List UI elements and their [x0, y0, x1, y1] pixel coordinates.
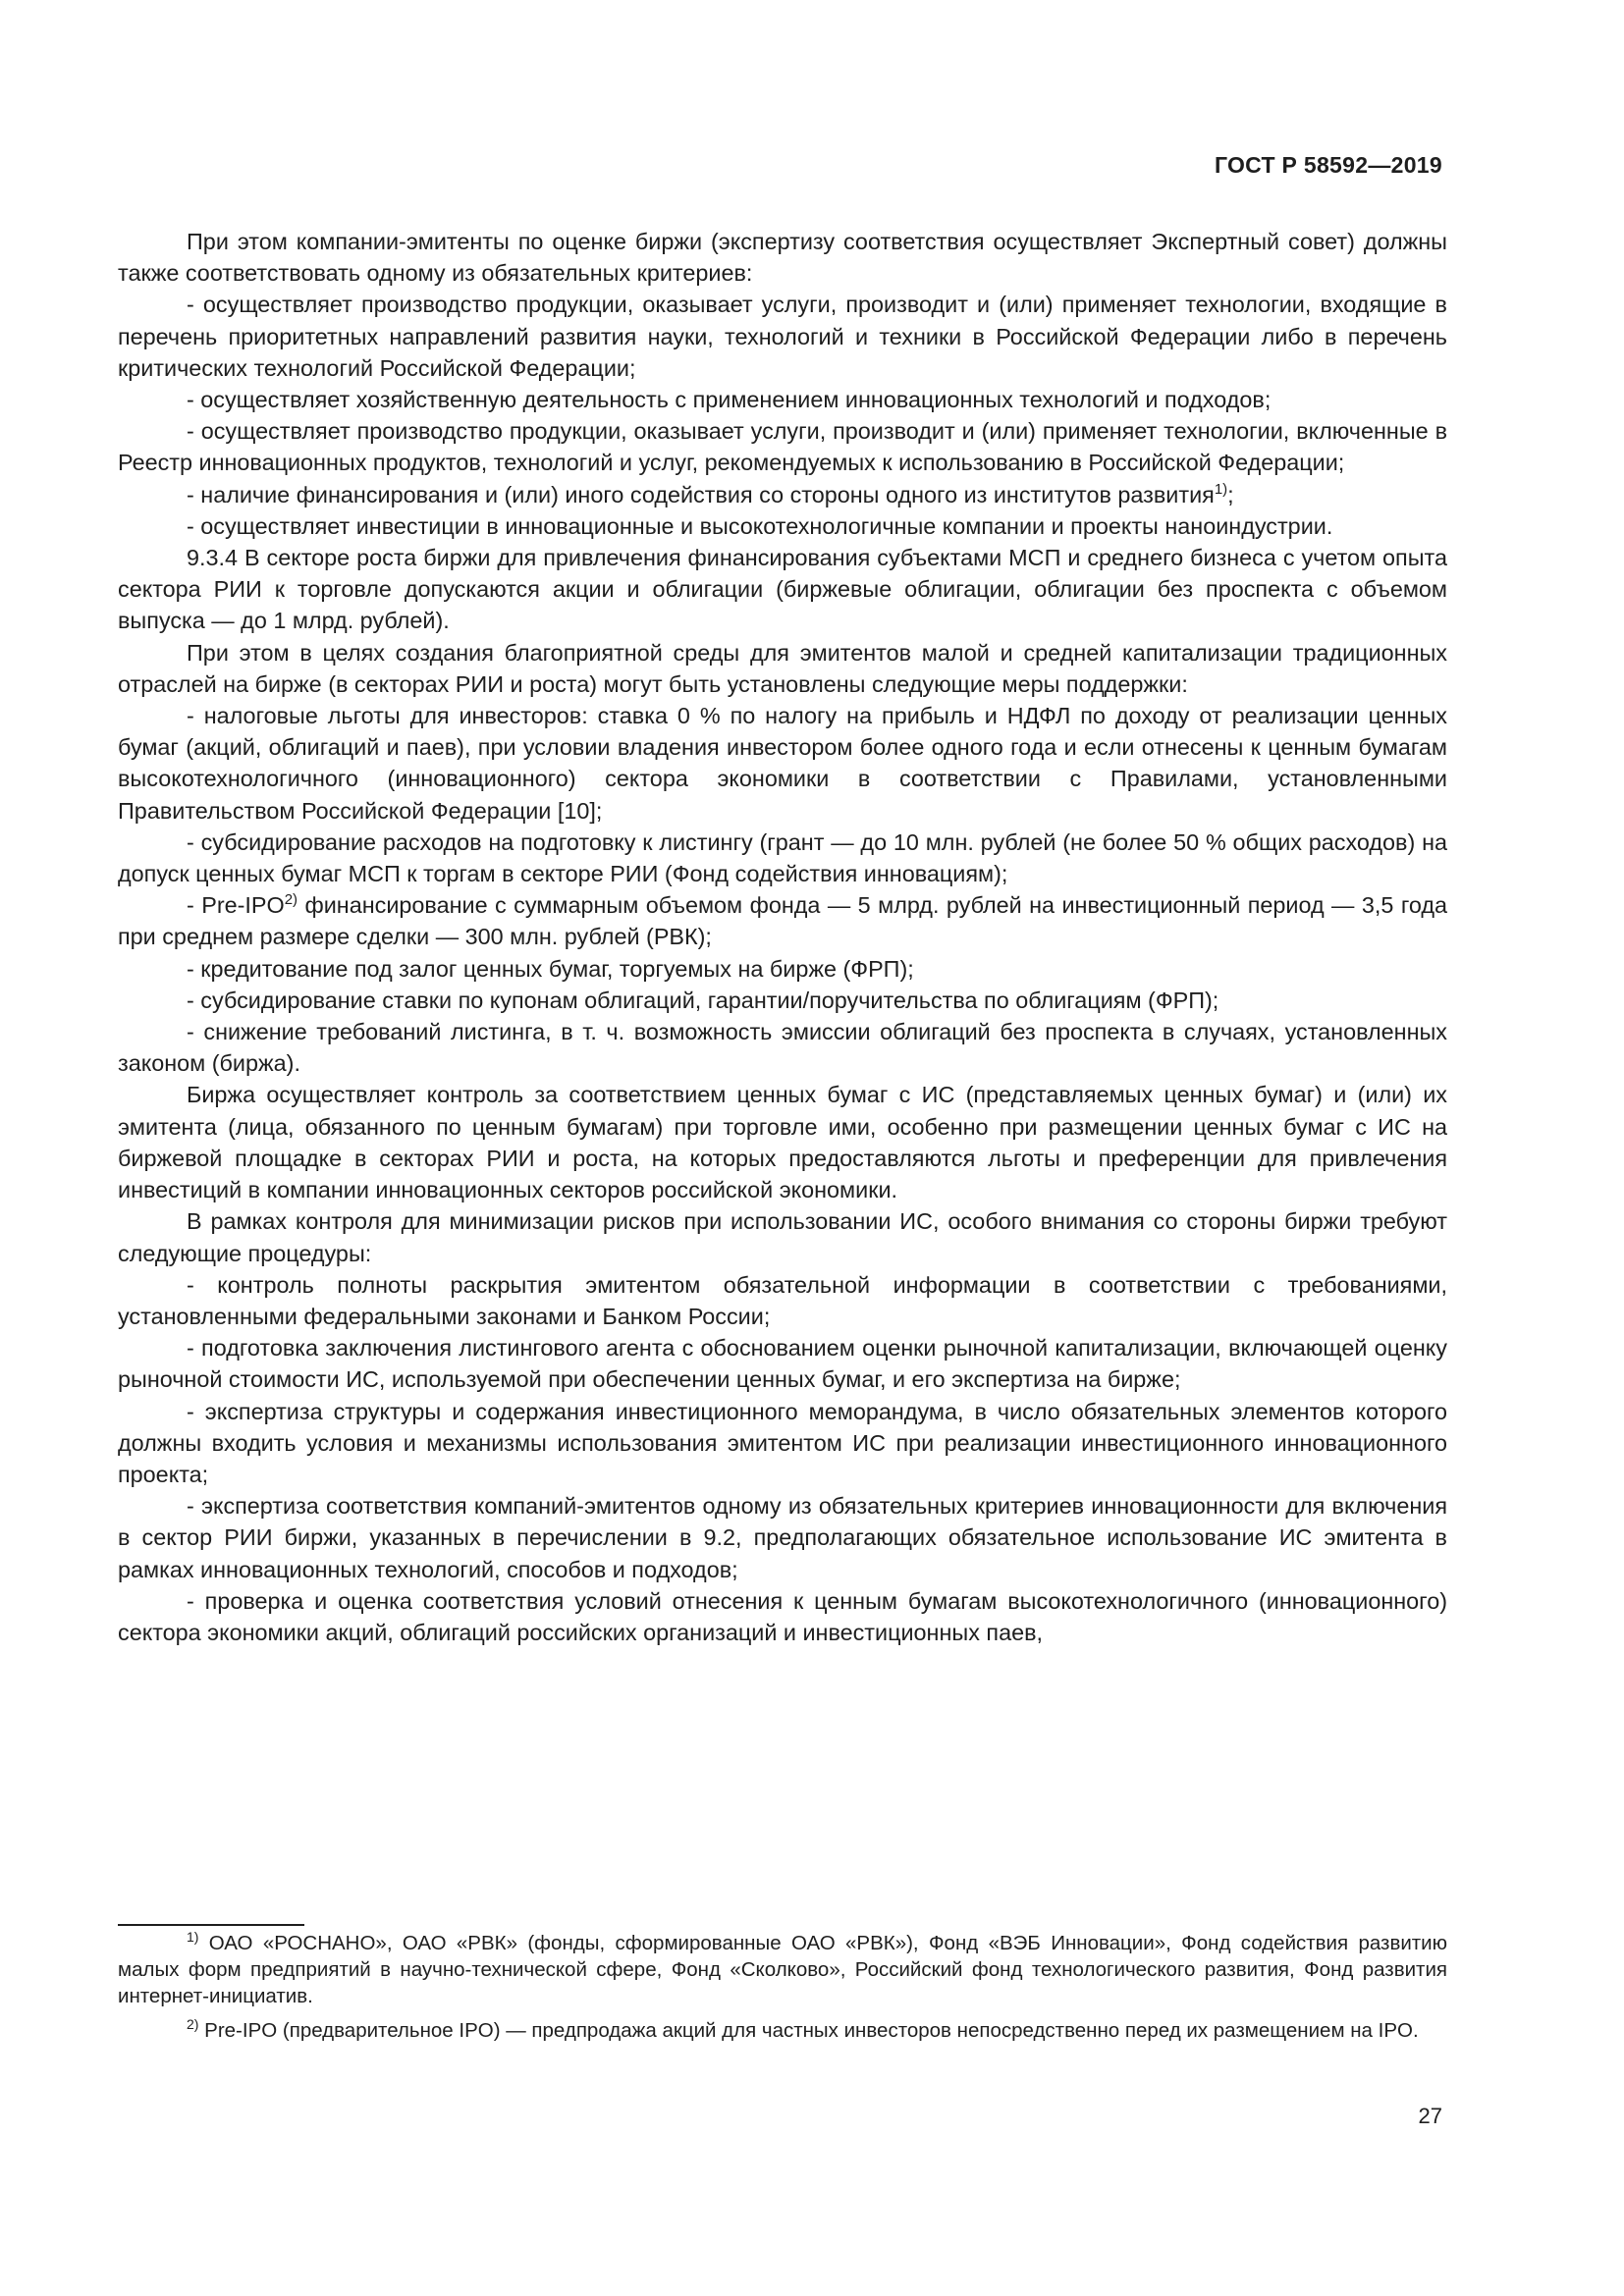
list-item-end: ; [1227, 481, 1234, 507]
list-item: - осуществляет инвестиции в инновационные и высокотехнологичные компании и проекты наноиндустрии. [187, 512, 1333, 539]
list-item: - субсидирование ставки по купонам облигаций, гарантии/поручительства по облигациям (ФРП); [187, 987, 1219, 1013]
list-item: - подготовка заключения листингового агента с обоснованием оценки рыночной капитализации, включающей оценку рыночной стоимости ИС, используемой при обеспечении ценных бумаг, и его экспертиза на бирже; [118, 1335, 1447, 1393]
footnote-divider [118, 1924, 304, 1926]
list-item: - субсидирование расходов на подготовку к листингу (грант — до 10 млн. рублей (не более 50 % общих расходов) на допуск ценных бумаг МСП к торгам в секторе РИИ (Фонд содействия инновациям); [118, 828, 1447, 887]
footnote [118, 2017, 1447, 2044]
footnote-text: ОАО «РОСНАНО», ОАО «РВК» (фонды, сформированные ОАО «РВК»), Фонд «ВЭБ Инновации», Фонд содействия развитию малых форм предприятий в научно-технической сфере, Фонд «Сколково», Российский фонд технологического развития, Фонд развития интернет-инициатив. [118, 1932, 1447, 2007]
list-item: - экспертиза соответствия компаний-эмитентов одному из обязательных критериев инновационности для включения в сектор РИИ биржи, указанных в перечислении в 9.2, предполагающих обязательное использование ИС эмитента в рамках инновационных технологий, способов и подходов; [118, 1493, 1447, 1582]
paragraph: При этом компании-эмитенты по оценке биржи (экспертизу соответствия осуществляет Экспертный совет) должны также соответствовать одному из обязательных критериев: [118, 229, 1447, 287]
list-item: - кредитование под залог ценных бумаг, торгуемых на бирже (ФРП); [187, 955, 914, 982]
section-paragraph: 9.3.4 В секторе роста биржи для привлечения финансирования субъектами МСП и среднего бизнеса с учетом опыта сектора РИИ к торговле допускаются акции и облигации (биржевые облигации, облигации без проспекта с объемом выпуска — до 1 млрд. рублей). [118, 545, 1447, 634]
list-item: - осуществляет производство продукции, оказывает услуги, производит и (или) применяет технологии, включенные в Реестр инновационных продуктов, технологий и услуг, рекомендуемых к использованию в Российской Федерации; [118, 418, 1447, 476]
list-item-start: - Pre-IPO [187, 892, 285, 919]
list-item: - проверка и оценка соответствия условий отнесения к ценным бумагам высокотехнологичного (инновационного) сектора экономики акций, облигаций российских организаций и инвестиционных паев, [118, 1587, 1447, 1645]
list-item [118, 479, 1447, 510]
list-item: - налоговые льготы для инвесторов: ставка 0 % по налогу на прибыль и НДФЛ по доходу от реализации ценных бумаг (акций, облигаций и паев), при условии владения инвестором более одного года и если отнесены к ценным бумагам высокотехнологичного (инновационного) сектора экономики в соответствии с Правилами, установленными Правительством Российской Федерации [10]; [118, 703, 1447, 824]
paragraph: В рамках контроля для минимизации рисков при использовании ИС, особого внимания со стороны биржи требуют следующие процедуры: [118, 1208, 1447, 1266]
document-code: ГОСТ Р 58592—2019 [1214, 152, 1442, 178]
footnote-ref: 2) [284, 891, 298, 909]
list-item-text: - наличие финансирования и (или) иного содействия со стороны одного из институтов развития [187, 481, 1215, 507]
list-item: - экспертиза структуры и содержания инвестиционного меморандума, в число обязательных элементов которого должны входить условия и механизмы использования эмитентом ИС при реализации инвестиционного инновационного проекта; [118, 1398, 1447, 1487]
footnote-ref: 1) [1214, 480, 1228, 498]
main-text [118, 226, 1447, 1648]
list-item: - снижение требований листинга, в т. ч. возможность эмиссии облигаций без проспекта в случаях, установленных законом (биржа). [118, 1019, 1447, 1077]
footnote-mark: 2) [187, 2016, 199, 2032]
paragraph: При этом в целях создания благоприятной среды для эмитентов малой и средней капитализации традиционных отраслей на бирже (в секторах РИИ и роста) могут быть установлены следующие меры поддержки: [118, 639, 1447, 697]
footnotes [118, 1930, 1447, 2052]
list-item: - осуществляет производство продукции, оказывает услуги, производит и (или) применяет технологии, входящие в перечень приоритетных направлений развития науки, технологий и техники в Российской Федерации либо в перечень критических технологий Российской Федерации; [118, 292, 1447, 381]
list-item [118, 889, 1447, 952]
list-item: - осуществляет хозяйственную деятельность с применением инновационных технологий и подходов; [187, 387, 1272, 413]
page-number: 27 [1418, 2104, 1442, 2128]
list-item-text: финансирование с суммарным объемом фонда — 5 млрд. рублей на инвестиционный период — 3,5 года при среднем размере сделки — 300 млн. рублей (РВК); [118, 892, 1447, 950]
paragraph: Биржа осуществляет контроль за соответствием ценных бумаг с ИС (представляемых ценных бумаг) и (или) их эмитента (лица, обязанного по ценным бумагам) при торговле ими, особенно при размещении ценных бумаг с ИС на биржевой площадке в секторах РИИ и роста, на которых предоставляются льготы и преференции для привлечения инвестиций в компании инновационных секторов российской экономики. [118, 1082, 1447, 1203]
footnote-mark: 1) [187, 1929, 199, 1945]
footnote [118, 1930, 1447, 2009]
footnote-text: Pre-IPO (предварительное IPO) — предпродажа акций для частных инвесторов непосредственно перед их размещением на IPO. [198, 2019, 1419, 2042]
list-item: - контроль полноты раскрытия эмитентом обязательной информации в соответствии с требованиями, установленными федеральными законами и Банком России; [118, 1271, 1447, 1329]
